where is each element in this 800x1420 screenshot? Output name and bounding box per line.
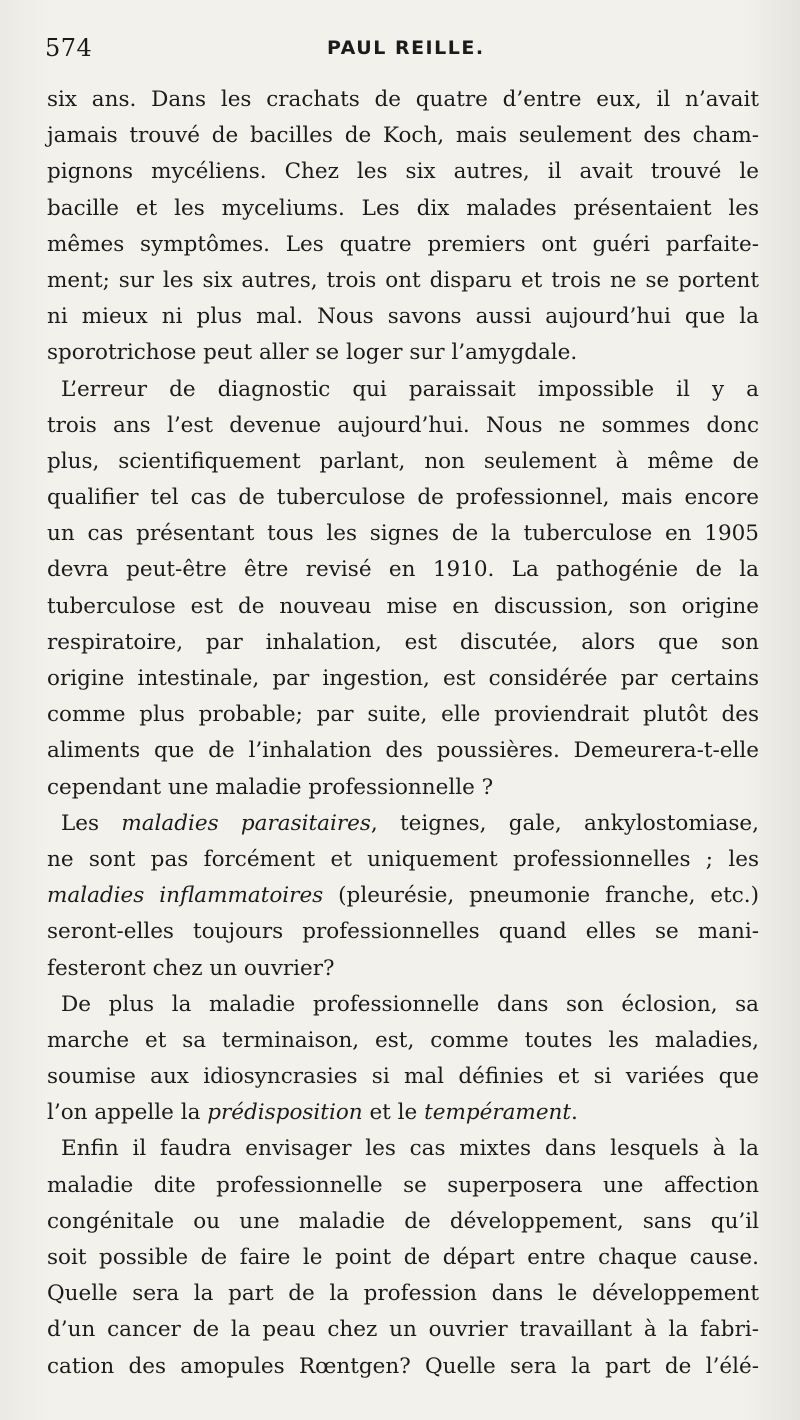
text-segment: plus, scientifiquement parlant, non seulement à même de (47, 448, 759, 474)
text-line (47, 480, 759, 516)
italic-text-segment: tempérament (424, 1100, 572, 1126)
text-segment: cependant une maladie professionnelle ? (47, 774, 494, 800)
text-segment: cation des amopules Rœntgen? Quelle sera la part de l’élé- (47, 1353, 759, 1379)
text-line (47, 1276, 759, 1312)
text-line (47, 1312, 759, 1348)
text-segment: marche et sa terminaison, est, comme toutes les maladies, (47, 1027, 759, 1053)
text-line (47, 1095, 759, 1131)
text-line (47, 372, 759, 408)
text-segment: De plus la maladie professionnelle dans son éclosion, sa (61, 991, 759, 1017)
text-line (47, 625, 759, 661)
text-line (47, 227, 759, 263)
text-segment: pignons mycéliens. Chez les six autres, il avait trouvé le (47, 159, 759, 185)
text-line (47, 842, 759, 878)
text-line (47, 733, 759, 769)
text-segment: ne sont pas forcément et uniquement professionnelles ; les (47, 846, 759, 872)
text-line (47, 552, 759, 588)
text-line (47, 1023, 759, 1059)
text-line (47, 444, 759, 480)
text-segment: ment; sur les six autres, trois ont disparu et trois ne se portent (47, 267, 759, 293)
text-line (47, 191, 759, 227)
text-segment: sporotrichose peut aller se loger sur l’amygdale. (47, 340, 578, 366)
text-line (47, 1168, 759, 1204)
text-line (47, 914, 759, 950)
text-line (47, 951, 759, 987)
text-line (47, 263, 759, 299)
text-segment: bacille et les myceliums. Les dix malades présentaient les (47, 195, 759, 221)
page-number: 574 (45, 34, 93, 62)
text-segment: devra peut-être être revisé en 1910. La pathogénie de la (47, 557, 759, 583)
running-head: PAUL REILLE. (327, 37, 485, 59)
text-line (47, 770, 759, 806)
text-line (47, 878, 759, 914)
text-line (47, 661, 759, 697)
body-text (47, 82, 759, 1385)
text-segment: congénitale ou une maladie de développement, sans qu’il (47, 1208, 759, 1234)
italic-text-segment: maladies inflammatoires (47, 883, 324, 909)
italic-text-segment: prédisposition (207, 1100, 363, 1126)
text-segment: Quelle sera la part de la profession dans le développement (47, 1281, 759, 1307)
text-line (47, 589, 759, 625)
text-line (47, 1240, 759, 1276)
text-line (47, 806, 759, 842)
text-line (47, 1204, 759, 1240)
text-line (47, 154, 759, 190)
text-segment: et le (362, 1100, 425, 1126)
text-segment: (pleurésie, pneumonie franche, etc.) (323, 883, 759, 909)
text-line (47, 299, 759, 335)
text-segment: jamais trouvé de bacilles de Koch, mais seulement des cham- (47, 123, 759, 149)
text-line (47, 987, 759, 1023)
text-line (47, 516, 759, 552)
text-segment: ni mieux ni plus mal. Nous savons aussi aujourd’hui que la (47, 304, 759, 330)
text-segment: . (571, 1100, 578, 1126)
text-segment: origine intestinale, par ingestion, est considérée par certains (47, 666, 759, 691)
text-segment: maladie dite professionnelle se superposera une affection (47, 1172, 759, 1198)
text-line (47, 1059, 759, 1095)
text-segment: comme plus probable; par suite, elle proviendrait plutôt des (47, 702, 759, 728)
text-segment: l’on appelle la (47, 1100, 208, 1126)
text-segment: soit possible de faire le point de départ entre chaque cause. (47, 1245, 759, 1270)
text-line (47, 82, 759, 118)
text-segment: respiratoire, par inhalation, est discutée, alors que son (47, 629, 759, 655)
text-segment: Enfin il faudra envisager les cas mixtes dans lesquels à la (61, 1136, 759, 1162)
text-segment: seront-elles toujours professionnelles quand elles se mani- (47, 919, 759, 945)
text-segment: festeront chez un ouvrier? (47, 955, 335, 981)
text-segment: soumise aux idiosyncrasies si mal définies et si variées que (47, 1064, 759, 1090)
page-header (45, 34, 760, 70)
text-segment: d’un cancer de la peau chez un ouvrier travaillant à la fabri- (47, 1317, 759, 1343)
text-segment: un cas présentant tous les signes de la tuberculose en 1905 (47, 521, 759, 547)
text-line (47, 697, 759, 733)
text-segment: Les (61, 810, 122, 836)
text-line (47, 1131, 759, 1167)
text-segment: qualifier tel cas de tuberculose de professionnel, mais encore (47, 485, 759, 511)
text-segment: aliments que de l’inhalation des poussières. Demeurera-t-elle (47, 738, 759, 764)
text-segment: tuberculose est de nouveau mise en discussion, son origine (47, 593, 759, 619)
text-line (47, 408, 759, 444)
text-line (47, 118, 759, 154)
text-segment: six ans. Dans les crachats de quatre d’entre eux, il n’avait (47, 87, 759, 112)
text-segment: mêmes symptômes. Les quatre premiers ont guéri parfaite- (47, 231, 759, 257)
text-segment: trois ans l’est devenue aujourd’hui. Nous ne sommes donc (47, 412, 759, 438)
text-line (47, 1349, 759, 1385)
text-segment: , teignes, gale, ankylostomiase, (370, 810, 759, 836)
text-line (47, 335, 759, 371)
text-segment: L’erreur de diagnostic qui paraissait impossible il y a (61, 376, 759, 402)
italic-text-segment: maladies parasitaires (121, 810, 371, 836)
